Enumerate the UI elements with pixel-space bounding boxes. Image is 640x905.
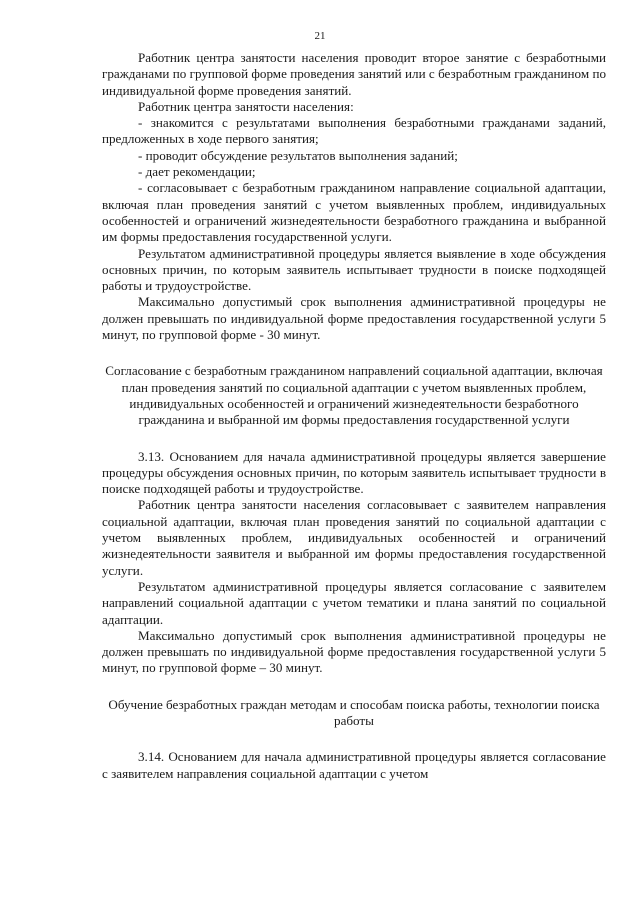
list-item: - согласовывает с безработным гражданином направление социальной адаптации, включая план проведения занятий с учетом выявленных проблем, индивидуальных особенностей и ограничений жизнедеятельности безработного гражданина и выбранной им формы предоставления государственной услуги.: [102, 180, 606, 245]
section-heading: Согласование с безработным гражданином направлений социальной адаптации, включая план проведения занятий по социальной адаптации с учетом выявленных проблем, индивидуальных особенностей и ограничений жизнедеятельности безработного гражданина и выбранной им формы предоставления государственной услуги: [105, 363, 603, 428]
paragraph: Максимально допустимый срок выполнения административной процедуры не должен превышать по индивидуальной форме предоставления государственной услуги 5 минут, по групповой форме - 30 минут.: [102, 294, 606, 343]
list-item: - знакомится с результатами выполнения безработными гражданами заданий, предложенных в ходе первого занятия;: [102, 115, 606, 147]
list-item: - дает рекомендации;: [138, 164, 256, 180]
document-body: [102, 50, 606, 782]
paragraph: 3.14. Основанием для начала административной процедуры является согласование с заявителем направления социальной адаптации с учетом: [102, 749, 606, 781]
paragraph: 3.13. Основанием для начала административной процедуры является завершение процедуры обсуждения основных причин, по которым заявитель испытывает трудности в поиске подходящей работы и трудоустройстве.: [102, 448, 606, 497]
paragraph: Результатом административной процедуры является согласование с заявителем направлений социальной адаптации с учетом тематики и плана занятий по социальной адаптации.: [102, 578, 606, 627]
paragraph: Максимально допустимый срок выполнения административной процедуры не должен превышать по индивидуальной форме предоставления государственной услуги 5 минут, по групповой форме – 30 минут.: [102, 627, 606, 676]
paragraph: Результатом административной процедуры является выявление в ходе обсуждения основных причин, по которым заявитель испытывает трудности в поиске подходящей работы и трудоустройстве.: [102, 245, 606, 294]
list-item: - проводит обсуждение результатов выполнения заданий;: [138, 147, 458, 163]
paragraph: Работник центра занятости населения:: [138, 98, 354, 114]
section-heading: Обучение безработных граждан методам и способам поиска работы, технологии поиска работы: [108, 696, 600, 728]
paragraph: Работник центра занятости населения проводит второе занятие с безработными гражданами по групповой форме проведения занятий или с безработным гражданином по индивидуальной форме проведения занятий.: [102, 50, 606, 98]
paragraph: Работник центра занятости населения согласовывает с заявителем направления социальной адаптации, включая план проведения занятий по социальной адаптации с учетом выявленных проблем, индивидуальных особенностей и ограничений жизнедеятельности заявителя и выбранной им формы предоставления государственной услуги.: [102, 497, 606, 578]
page-number: 21: [314, 30, 326, 42]
